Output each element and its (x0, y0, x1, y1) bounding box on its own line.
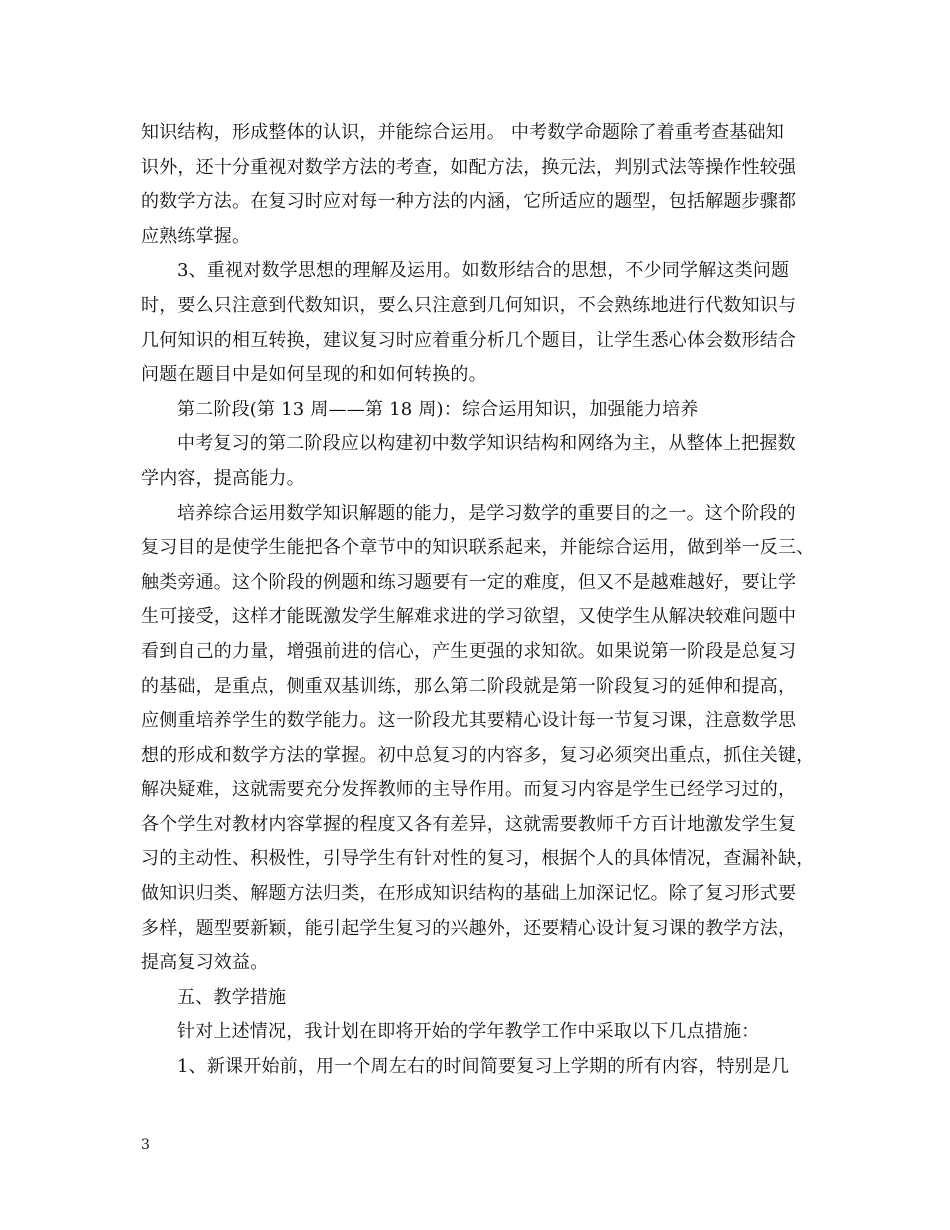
text-line: 识外，还十分重视对数学方法的考查，如配方法，换元法，判别式法等操作性较强 (141, 156, 797, 178)
text-line: 多样，题型要新颖，能引起学生复习的兴趣外，还要精心设计复习课的教学方法， (141, 917, 797, 939)
text-line: 针对上述情况，我计划在即将开始的学年教学工作中采取以下几点措施： (177, 1021, 760, 1043)
text-line: 知识结构，形成整体的认识，并能综合运用。 中考数学命题除了着重考查基础知 (141, 122, 784, 143)
text-line: 习的主动性、积极性，引导学生有针对性的复习，根据个人的具体情况，查漏补缺， (141, 848, 815, 870)
text-line: 五、教学措施 (177, 986, 287, 1008)
text-line: 想的形成和数学方法的掌握。初中总复习的内容多，复习必须突出重点，抓住关键， (141, 744, 815, 766)
text-line: 解决疑难，这就需要充分发挥教师的主导作用。而复习内容是学生已经学习过的， (141, 779, 797, 801)
text-line: 问题在题目中是如何呈现的和如何转换的。 (141, 364, 487, 386)
page-number: 3 (141, 1137, 150, 1153)
text-line: 学内容，提高能力。 (141, 467, 305, 489)
text-line: 几何知识的相互转换，建议复习时应着重分析几个题目，让学生悉心体会数形结合 (141, 329, 797, 351)
text-line: 做知识归类、解题方法归类，在形成知识结构的基础上加深记忆。除了复习形式要 (141, 883, 797, 905)
text-line: 看到自己的力量，增强前进的信心，产生更强的求知欲。如果说第一阶段是总复习 (141, 640, 797, 662)
text-line: 时，要么只注意到代数知识，要么只注意到几何知识，不会熟练地进行代数知识与 (141, 294, 797, 316)
text-line: 复习目的是使学生能把各个章节中的知识联系起来，并能综合运用，做到举一反三、 (141, 537, 815, 559)
text-line: 1、新课开始前，用一个周左右的时间简要复习上学期的所有内容，特别是几 (177, 1056, 790, 1078)
text-line: 的数学方法。在复习时应对每一种方法的内涵，它所适应的题型，包括解题步骤都 (141, 191, 797, 213)
document-body (141, 116, 821, 1085)
text-line: 应熟练掌握。 (141, 225, 251, 247)
text-line: 中考复习的第二阶段应以构建初中数学知识结构和网络为主，从整体上把握数 (177, 433, 796, 455)
text-line: 应侧重培养学生的数学能力。这一阶段尤其要精心设计每一节复习课，注意数学思 (141, 710, 797, 732)
text-line: 3、重视对数学思想的理解及运用。如数形结合的思想，不少同学解这类问题 (177, 260, 790, 282)
text-line: 各个学生对教材内容掌握的程度又各有差异，这就需要教师千方百计地激发学生复 (141, 813, 797, 835)
text-line: 触类旁通。这个阶段的例题和练习题要有一定的难度，但又不是越难越好，要让学 (141, 571, 797, 593)
text-line: 培养综合运用数学知识解题的能力，是学习数学的重要目的之一。这个阶段的 (177, 502, 796, 524)
text-line: 生可接受，这样才能既激发学生解难求进的学习欲望，又使学生从解决较难问题中 (141, 606, 797, 628)
text-line: 提高复习效益。 (141, 952, 269, 974)
text-line: 第二阶段(第 13 周——第 18 周)：综合运用知识，加强能力培养 (177, 398, 699, 420)
text-line: 的基础，是重点，侧重双基训练，那么第二阶段就是第一阶段复习的延伸和提高， (141, 675, 797, 697)
